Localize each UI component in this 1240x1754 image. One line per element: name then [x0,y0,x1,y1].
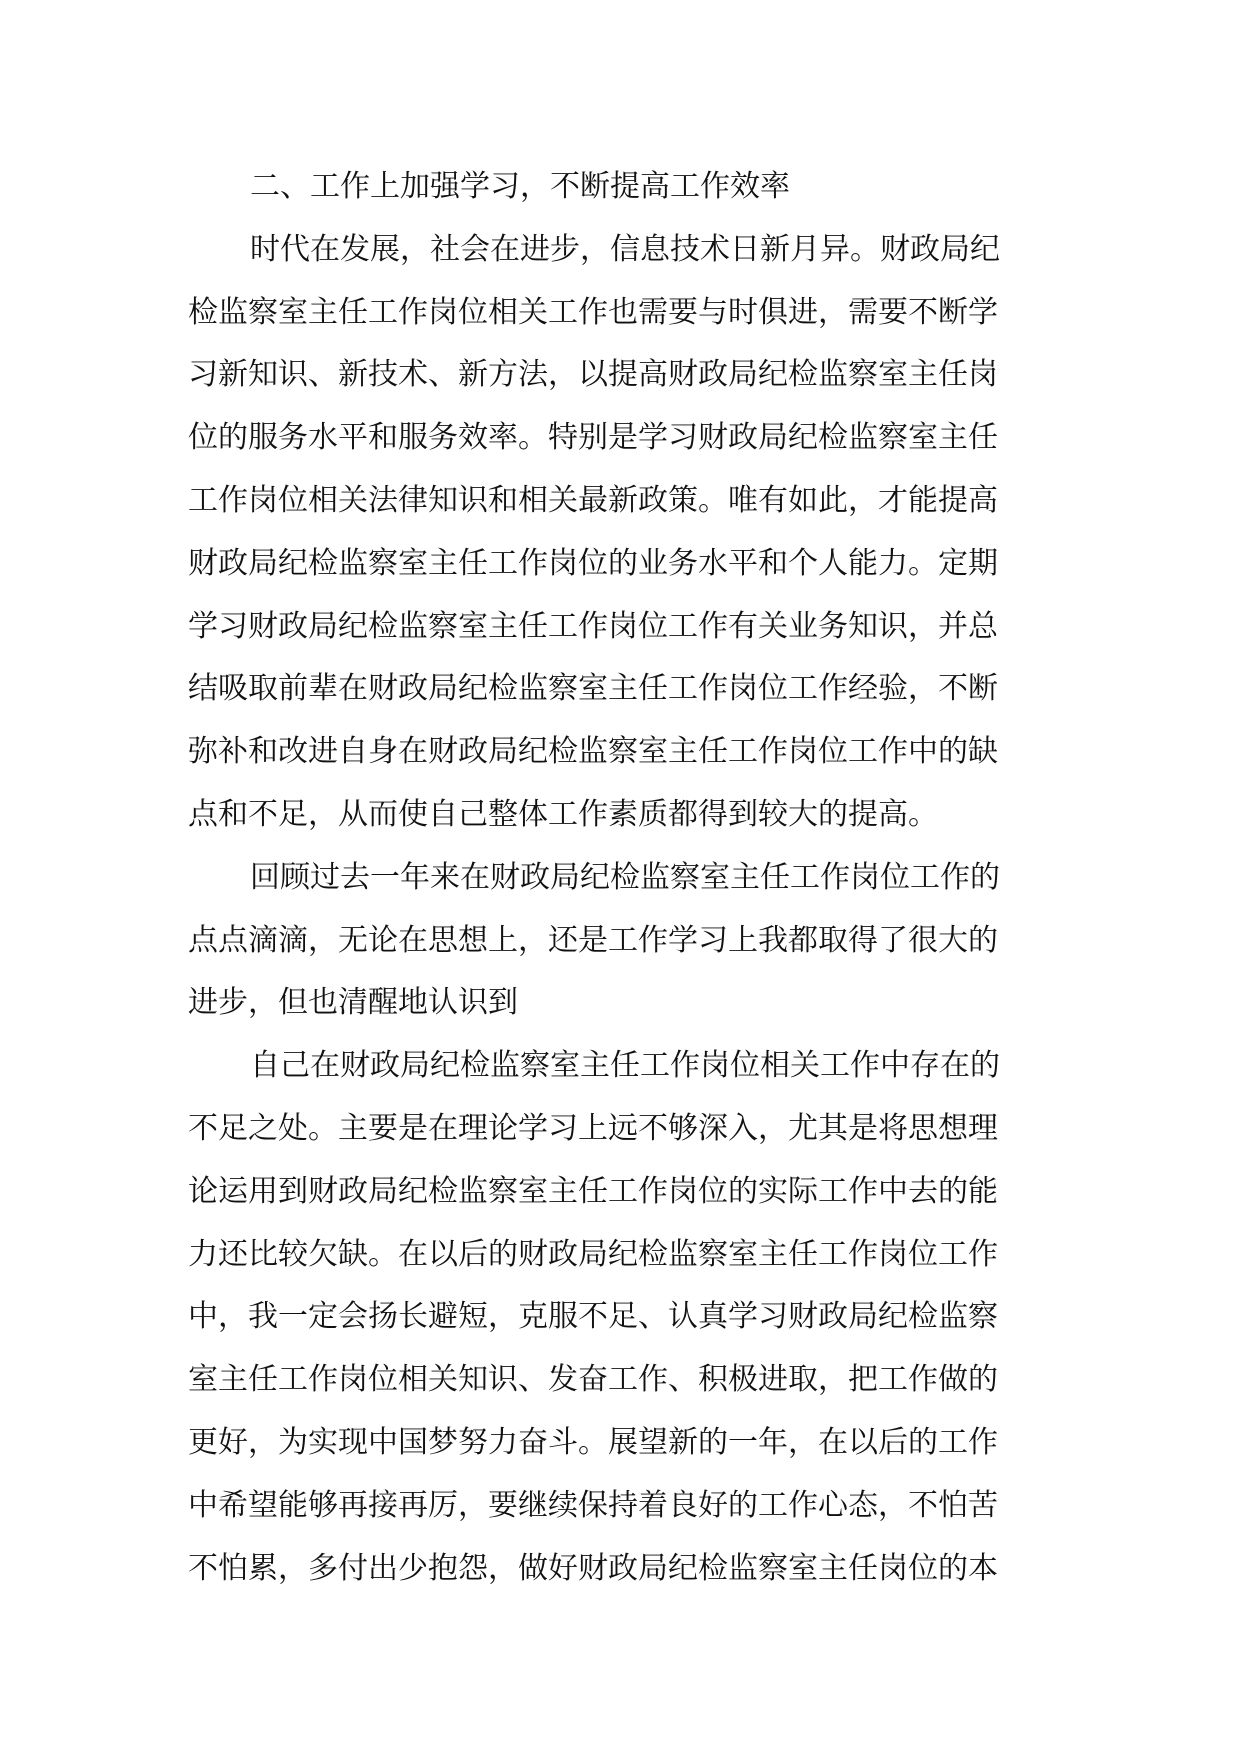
paragraph-line: 进步，但也清醒地认识到 [188,985,518,1021]
paragraph-line: 检监察室主任工作岗位相关工作也需要与时俱进，需要不断学 [188,294,998,330]
paragraph-line: 中，我一定会扬长避短，克服不足、认真学习财政局纪检监察 [188,1299,998,1335]
paragraph-line: 习新知识、新技术、新方法，以提高财政局纪检监察室主任岗 [188,357,998,393]
paragraph-line: 更好，为实现中国梦努力奋斗。展望新的一年，在以后的工作 [188,1424,998,1460]
paragraph-line: 回顾过去一年来在财政局纪检监察室主任工作岗位工作的 [250,859,1000,895]
paragraph-line: 结吸取前辈在财政局纪检监察室主任工作岗位工作经验，不断 [188,671,998,707]
paragraph-line: 不足之处。主要是在理论学习上远不够深入，尤其是将思想理 [188,1110,998,1146]
paragraph-line: 点点滴滴，无论在思想上，还是工作学习上我都取得了很大的 [188,922,998,958]
body-text [188,156,1038,1600]
paragraph-line: 工作岗位相关法律知识和相关最新政策。唯有如此，才能提高 [188,482,998,518]
paragraph-line: 论运用到财政局纪检监察室主任工作岗位的实际工作中去的能 [188,1173,998,1209]
paragraph-line: 力还比较欠缺。在以后的财政局纪检监察室主任工作岗位工作 [188,1236,998,1272]
paragraph-line: 室主任工作岗位相关知识、发奋工作、积极进取，把工作做的 [188,1362,998,1398]
paragraph-line: 弥补和改进自身在财政局纪检监察室主任工作岗位工作中的缺 [188,734,998,770]
paragraph-line: 点和不足，从而使自己整体工作素质都得到较大的提高。 [188,796,938,832]
paragraph-line: 自己在财政局纪检监察室主任工作岗位相关工作中存在的 [250,1048,1000,1084]
paragraph-line: 中希望能够再接再厉，要继续保持着良好的工作心态，不怕苦 [188,1487,998,1523]
paragraph-line: 不怕累，多付出少抱怨，做好财政局纪检监察室主任岗位的本 [188,1550,998,1586]
section-heading: 二、工作上加强学习，不断提高工作效率 [250,169,790,204]
paragraph-line: 位的服务水平和服务效率。特别是学习财政局纪检监察室主任 [188,420,998,456]
paragraph-line: 财政局纪检监察室主任工作岗位的业务水平和个人能力。定期 [188,545,998,581]
paragraph-line: 学习财政局纪检监察室主任工作岗位工作有关业务知识，并总 [188,608,998,644]
paragraph-line: 时代在发展，社会在进步，信息技术日新月异。财政局纪 [250,231,1000,267]
